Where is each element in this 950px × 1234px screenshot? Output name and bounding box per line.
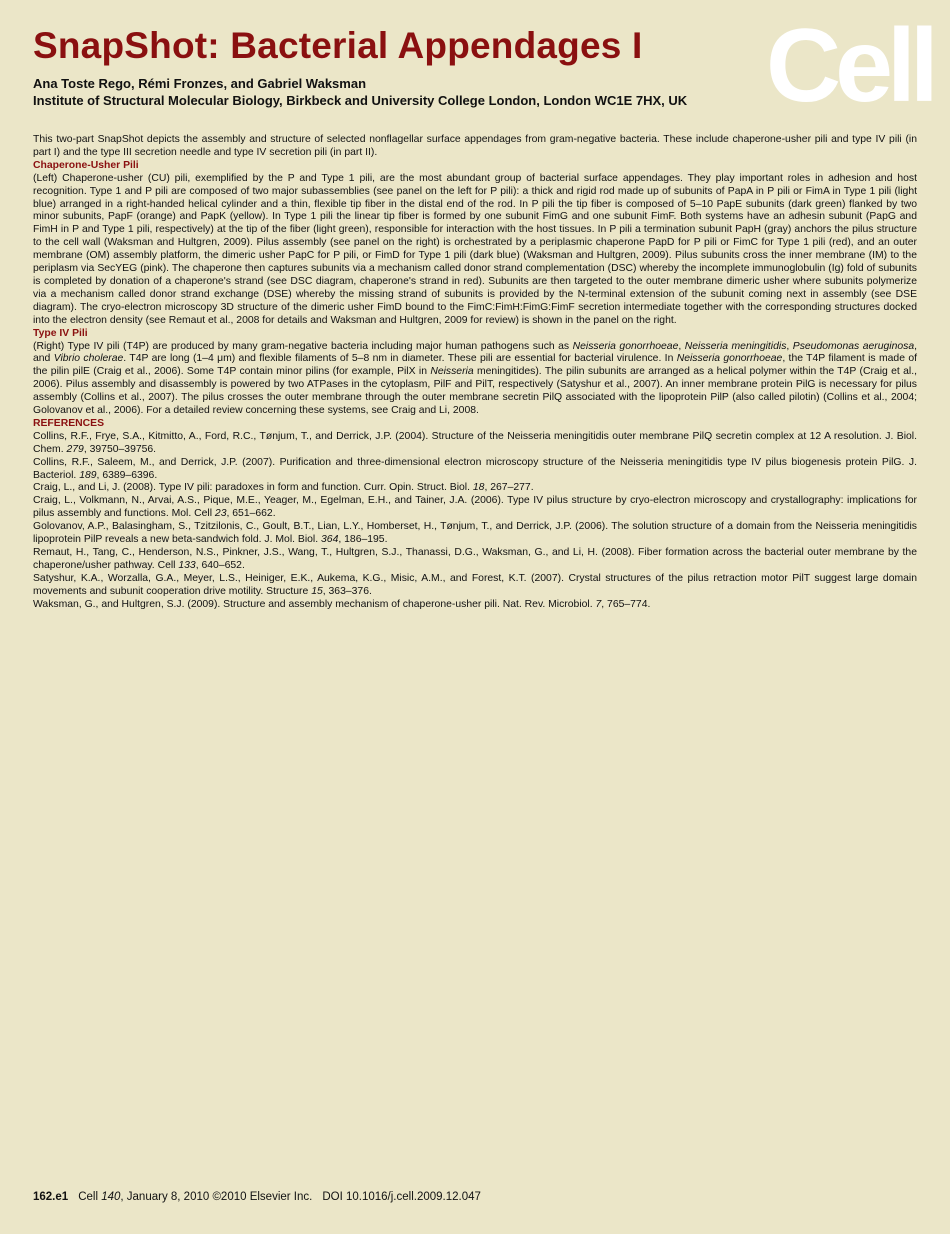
publication-date: , January 8, 2010 ©2010 Elsevier Inc.: [120, 1191, 313, 1203]
journal-volume: 140: [101, 1191, 121, 1203]
reference-item: Craig, L., Volkmann, N., Arvai, A.S., Pique, M.E., Yeager, M., Egelman, E.H., and Tainer, J.A. (2006). Type IV pilus structure by cryo-electron microscopy and crystallography: implications for pilus assembly and functions. Mol. Cell 23, 651–662.: [33, 495, 917, 520]
journal-name: Cell: [78, 1191, 102, 1203]
intro-paragraph: This two-part SnapShot depicts the assembly and structure of selected nonflagellar surface appendages from gram-negative bacteria. These include chaperone-usher pili and type IV pili (in part I) and the type III secretion needle and type IV secretion pili (in part II).: [33, 134, 917, 158]
page-title: SnapShot: Bacterial Appendages I: [33, 25, 643, 66]
references-heading: REFERENCES: [33, 417, 105, 429]
type-iv-paragraph: (Right) Type IV pili (T4P) are produced by many gram-negative bacteria including major human pathogens such as Neisseria gonorrhoeae, Neisseria meningitidis, Pseudomonas aeruginosa, and Vibrio cholerae. T4P are long (1–4 μm) and flexible filaments of 5–8 nm in diameter. These pili are essential for bacterial virulence. In Neisseria gonorrhoeae, the T4P filament is made of the pilin pilE (Craig et al., 2006). Some T4P contain minor pilins (for example, PilX in Neisseria meningitides). The pilin subunits are arranged as a helical polymer within the T4P (Craig et al., 2006). Pilus assembly and disassembly is powered by two ATPases in the cytoplasm, PilF and PilT, respectively (Satyshur et al., 2007). An inner membrane protein PilG is necessary for pilus assembly (Collins et al., 2007). The pilus crosses the outer membrane through the outer membrane secretin PilQ associated with the lipoprotein PilP (also called pilotin) (Collins et al., 2004; Golovanov et al., 2006). For a detailed review concerning these systems, see Craig and Li, 2008.: [33, 340, 918, 417]
doi: DOI 10.1016/j.cell.2009.12.047: [322, 1191, 481, 1203]
page-number: 162.e1: [33, 1191, 69, 1203]
reference-item: Satyshur, K.A., Worzalla, G.A., Meyer, L.S., Heiniger, E.K., Aukema, K.G., Misic, A.M., and Forest, K.T. (2007). Crystal structures of the pilus retraction motor PilT suggest large domain movements and subunit cooperation drive motility. Structure 15, 363–376.: [33, 572, 917, 597]
section-heading-type-iv: Type IV Pili: [33, 327, 88, 339]
chaperone-usher-paragraph: (Left) Chaperone-usher (CU) pili, exemplified by the P and Type 1 pili, are the most abundant group of bacterial surface appendages. They play important roles in adhesion and host recognition. Type 1 and P pili are composed of two major subassemblies (see panel on the left for P pili): a thick and rigid rod made up of subunits of PapA in P pili or FimA in Type 1 pili (light blue) arranged in a right-handed helical cylinder and a thin, flexible tip fiber in the distal end of the rod. In P pili the tip fiber is composed of 5–10 PapE subunits (dark green) flanked by two minor subunits, PapF (orange) and PapK (yellow). In Type 1 pili the linear tip fiber is formed by one subunit FimG and one subunit FimF. Both systems have an adhesin subunit (PapG and FimH in P and Type 1 pili, respectively) at the tip of the fiber (light green), responsible for interaction with the host tissues. In P pili a termination subunit PapH (gray) anchors the pilus structure to the cell wall (Waksman and Hultgren, 2009). Pilus assembly (see panel on the right) is orchestrated by a periplasmic chaperone PapD for P pili or FimC for Type 1 pili (red), and an outer membrane (OM) assembly platform, the dimeric usher PapC for P pili, or FimD for Type 1 pili (dark blue) (Waksman and Hultgren, 2009). Pilus subunits cross the inner membrane (IM) to the periplasm via SecYEG (pink). The chaperone then captures subunits via a mechanism called donor strand complementation (DSC) whereby the incomplete immunoglobulin (Ig) fold of subunits is completed by donation of a chaperone's strand (see DSC diagram, chaperone's strand in red). Subunits are then targeted to the outer membrane dimeric usher where subunits polymerize via a mechanism called donor strand exchange (DSE) whereby the missing strand of subunits is provided by the N-terminal extension of the subunit coming next in assembly (see DSE diagram). The cryo-electron microscopy 3D structure of the dimeric usher FimD bound to the FimC:FimH:FimG:FimF secretion intermediate together with the corresponding structures docked into the electron density (see Remaut et al., 2008 for details and Waksman and Hultgren, 2009 for review) is shown in the panel on the right.: [33, 172, 917, 326]
article-body: [33, 134, 917, 612]
reference-item: Remaut, H., Tang, C., Henderson, N.S., Pinkner, J.S., Wang, T., Hultgren, S.J., Thanassi, D.G., Waksman, G., and Li, H. (2008). Fiber formation across the bacterial outer membrane by the chaperone/usher pathway. Cell 133, 640–652.: [33, 547, 917, 571]
authors: Ana Toste Rego, Rémi Fronzes, and Gabriel Waksman: [33, 76, 367, 91]
reference-item: Craig, L., and Li, J. (2008). Type IV pili: paradoxes in form and function. Curr. Opin. Struct. Biol. 18, 267–277.: [33, 482, 534, 494]
section-heading-chaperone-usher: Chaperone-Usher Pili: [33, 159, 139, 171]
reference-item: Golovanov, A.P., Balasingham, S., Tzitzilonis, C., Goult, B.T., Lian, L.Y., Homberset, H., Tønjum, T., and Derrick, J.P. (2006). The solution structure of a domain from the Neisseria meningitidis lipoprotein PilP reveals a new beta-sandwich fold. J. Mol. Biol. 364, 186–195.: [33, 521, 917, 546]
page-footer: [33, 1190, 481, 1204]
reference-item: Collins, R.F., Frye, S.A., Kitmitto, A., Ford, R.C., Tønjum, T., and Derrick, J.P. (2004). Structure of the Neisseria meningitidis outer membrane PilQ secretin complex at 12 A resolution. J. Biol. Chem. 279, 39750–39756.: [33, 430, 917, 455]
cell-logo: Cell: [766, 8, 933, 124]
affiliation: Institute of Structural Molecular Biology, Birkbeck and University College London, London WC1E 7HX, UK: [33, 93, 688, 108]
reference-item: Collins, R.F., Saleem, M., and Derrick, J.P. (2007). Purification and three-dimensional electron microscopy structure of the Neisseria meningitidis type IV pilus biogenesis protein PilG. J. Bacteriol. 189, 6389–6396.: [33, 456, 917, 481]
reference-item: Waksman, G., and Hultgren, S.J. (2009). Structure and assembly mechanism of chaperone-usher pili. Nat. Rev. Microbiol. 7, 765–774.: [33, 598, 651, 610]
